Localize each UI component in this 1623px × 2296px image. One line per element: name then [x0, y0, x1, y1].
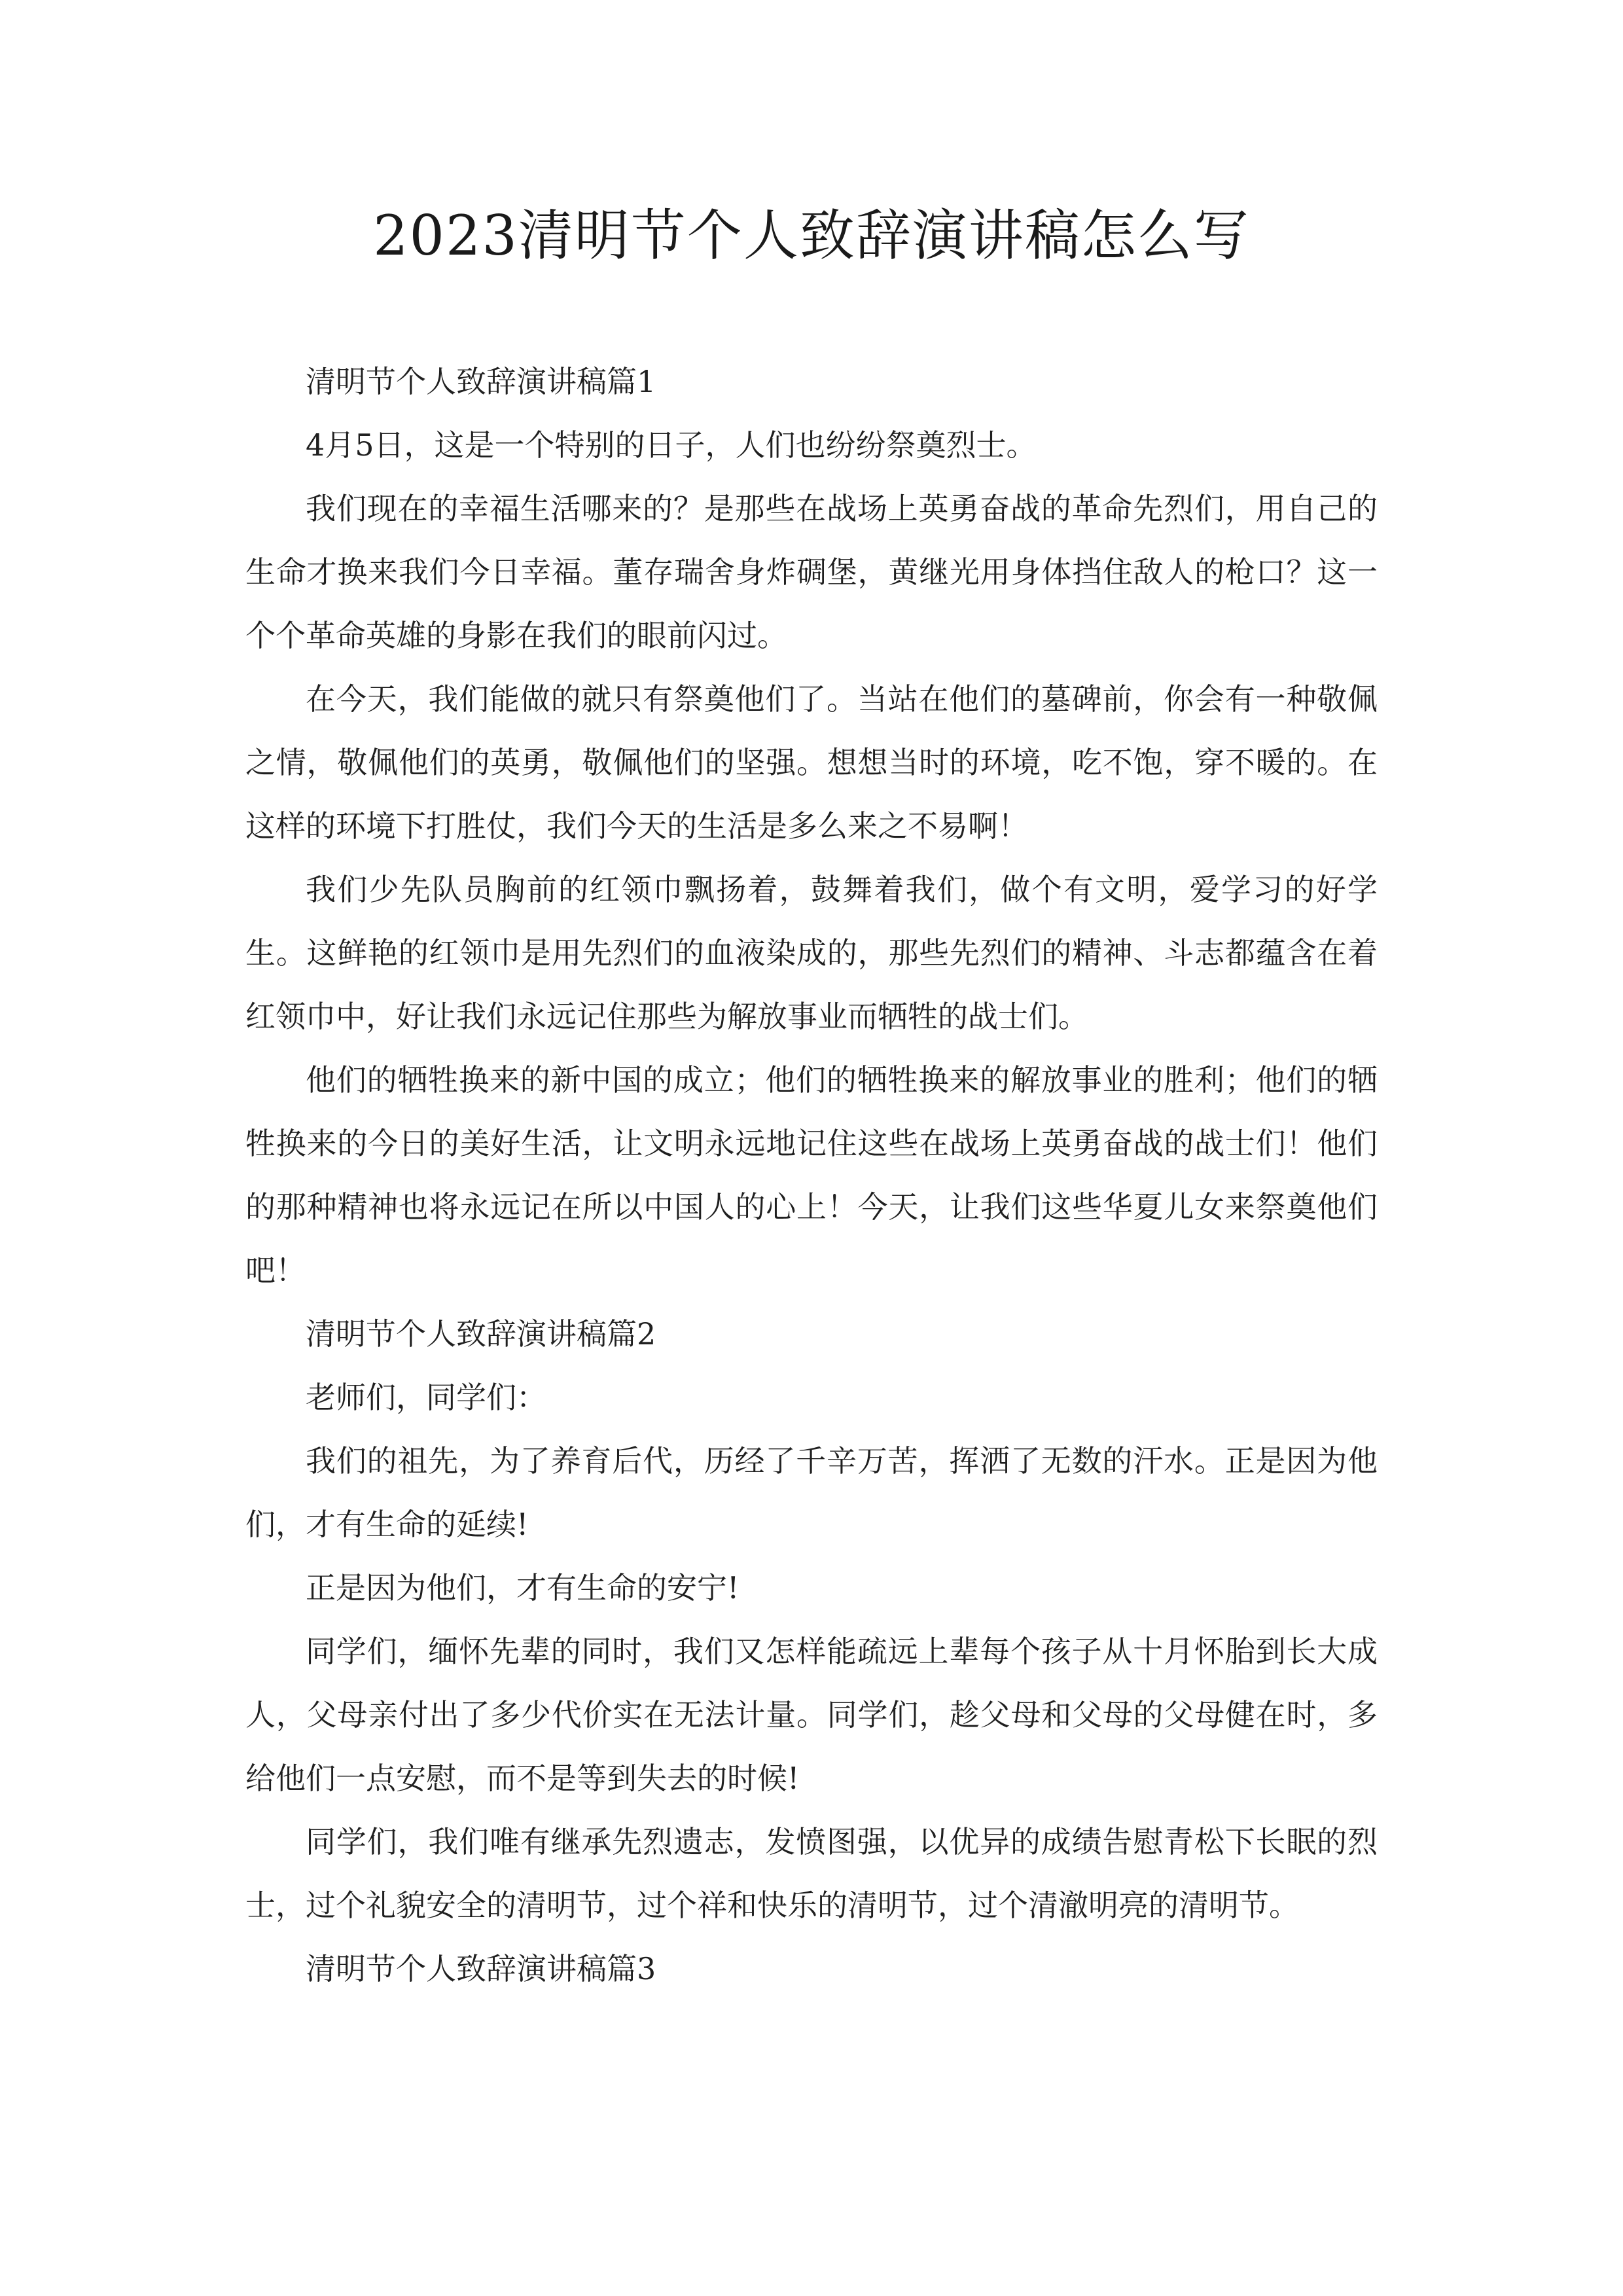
document-body — [245, 350, 1378, 2001]
section-heading-2: 清明节个人致辞演讲稿篇2 — [306, 1316, 656, 1352]
paragraph: 同学们，缅怀先辈的同时，我们又怎样能疏远上辈每个孩子从十月怀胎到长大成人，父母亲付出了多少代价实在无法计量。同学们，趁父母和父母的父母健在时，多给他们一点安慰，而不是等到失去的时候! — [245, 1634, 1378, 1796]
paragraph: 在今天，我们能做的就只有祭奠他们了。当站在他们的墓碑前，你会有一种敬佩之情，敬佩他们的英勇，敬佩他们的坚强。想想当时的环境，吃不饱，穿不暖的。在这样的环境下打胜仗，我们今天的生活是多么来之不易啊！ — [245, 681, 1378, 844]
paragraph: 我们现在的幸福生活哪来的？是那些在战场上英勇奋战的革命先烈们，用自己的生命才换来我们今日幸福。董存瑞舍身炸碉堡，黄继光用身体挡住敌人的枪口？这一个个革命英雄的身影在我们的眼前闪过。 — [245, 491, 1378, 653]
section-heading-3: 清明节个人致辞演讲稿篇3 — [306, 1951, 656, 1986]
paragraph: 我们少先队员胸前的红领巾飘扬着，鼓舞着我们，做个有文明，爱学习的好学生。这鲜艳的红领巾是用先烈们的血液染成的，那些先烈们的精神、斗志都蕴含在着红领巾中，好让我们永远记住那些为解放事业而牺牲的战士们。 — [245, 872, 1378, 1034]
section-heading-1: 清明节个人致辞演讲稿篇1 — [306, 364, 656, 399]
paragraph: 我们的祖先，为了养育后代，历经了千辛万苦，挥洒了无数的汗水。正是因为他们，才有生命的延续! — [245, 1443, 1378, 1542]
paragraph: 正是因为他们，才有生命的安宁! — [306, 1570, 740, 1605]
paragraph: 4月5日，这是一个特别的日子，人们也纷纷祭奠烈士。 — [306, 427, 1037, 463]
paragraph: 同学们，我们唯有继承先烈遗志，发愤图强，以优异的成绩告慰青松下长眠的烈士，过个礼貌安全的清明节，过个祥和快乐的清明节，过个清澈明亮的清明节。 — [245, 1824, 1378, 1923]
document-title: 2023清明节个人致辞演讲稿怎么写 — [373, 204, 1250, 268]
salutation: 老师们，同学们： — [306, 1380, 546, 1415]
paragraph: 他们的牺牲换来的新中国的成立；他们的牺牲换来的解放事业的胜利；他们的牺牲换来的今日的美好生活，让文明永远地记住这些在战场上英勇奋战的战士们！他们的那种精神也将永远记在所以中国人的心上！今天，让我们这些华夏儿女来祭奠他们吧！ — [245, 1062, 1378, 1288]
